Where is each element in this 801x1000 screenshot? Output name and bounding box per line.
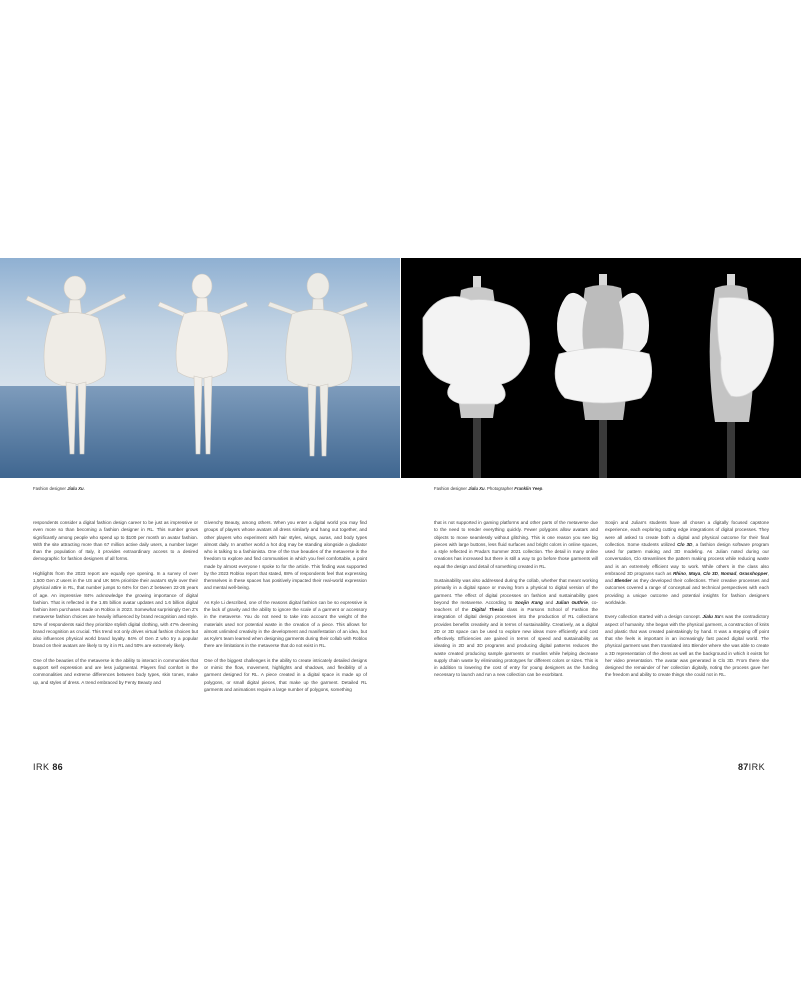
caption-right-prefix: Fashion designer bbox=[434, 486, 469, 491]
paragraph: Every collection started with a design concept. Jialu Xu's was the contradictory aspect of humanity. She began with the physical garment, a construction of knits and plastic that was created painstakingly by hand. It was a stepping off point that she feels is important in an increasingly fast paced digital world. The physical garment was then translated into Blender where she was able to create a 3D representation of the dress as well as the background in which it exists for her video presentation. The avatar was generated in Clo 3D. From there she designed the remainder of her collection digitally, noting the process gave her the freedom and ability to create things she could not in RL. bbox=[605, 614, 769, 678]
software-name: Nomad bbox=[720, 570, 737, 576]
folio-right bbox=[738, 762, 765, 772]
paragraph: respondents consider a digital fashion design career to be just as impressive or even more so than becoming a fashion designer in RL. This number grows significantly among people who spend up to $100 per month on avatar fashion. With the site attracting more than 67 million active daily users, a number larger than the population of Italy, it provides extraordinary access to a desired demographic for fashion designers of all forms. bbox=[33, 520, 198, 562]
software-name: Blender bbox=[614, 578, 632, 583]
paragraph: One of the biggest challenges is the ability to create intricately detailed designs or mimic the flow, movement, highlights and shadows, and flexibility of a garment designed for RL. A piece created in a digital space is made up of polygons, or small digital pieces, that make up the garment. Detailed RL garments and animations require a large number of polygons, something bbox=[204, 657, 367, 692]
text-column-2 bbox=[204, 519, 367, 749]
software-name: Clo 3D bbox=[703, 570, 718, 576]
person-name: Jialu Xu bbox=[702, 614, 721, 620]
caption-right-photographer: Franklin Yeep bbox=[514, 486, 543, 491]
photo-avatars-sea bbox=[0, 258, 400, 478]
text-column-4 bbox=[605, 519, 769, 749]
paragraph: Sustainability was also addressed during the collab, whether that meant working primarily in a digital space or moving from a physical to digital version of the garment. The effect of digital processes on fashion and sustainability goes beyond the metaverse. According to Soojin Kang and Julian Guthrie, co-teachers of the Digital Thesis class in Parsons School of Fashion the integration of digital design processes into the production of RL collections provides benefits creativity and in terms of sustainability. Creatively, as a digital 2D or 3D space can be used to explore new ideas more efficiently and cost effectively. Efficiencies are gained in terms of speed and sustainability as ideating in 2D and 3D programs and producing digital patterns reduces the waste created producing sample garments or muslins while helping decrease supply chain waste by eliminating prototypes for different colors or sizes. This is in addition to lowering the cost of entry for young designers as the funding necessary to launch and run a new collection can be exorbitant. bbox=[434, 578, 598, 678]
text-column-3 bbox=[434, 519, 598, 749]
person-name: Julian Guthrie bbox=[555, 599, 588, 605]
caption-left-designer: Jialu Xu bbox=[67, 486, 84, 491]
magazine-logo: IRK bbox=[748, 762, 766, 772]
paragraph: Givenchy Beauty, among others. When you enter a digital world you may find groups of players whose avatars all dress similarly and hang out together, and other players who experiment with hair styles, wings, auras, and body types almost daily. In another world a hot dog may be standing alongside a gladiator who is talking to a fashionista. One of the true beauties of the metaverse is the freedom to explore and find communities in which you feel comfortable, a point made by almost everyone I spoke to for the article. This finding was supported by the 2023 Roblox report that stated, 88% of respondents feel that expressing themselves in these spaces has positively impacted their real-world expression and mental well-being. bbox=[204, 520, 367, 591]
text-column-1 bbox=[33, 519, 198, 749]
folio-left bbox=[33, 762, 63, 772]
page-number-right: 87 bbox=[738, 762, 749, 772]
paragraph: Soojin and Julian's students have all chosen a digitally focused capstone experience, each exploring cutting edge integrations of digital processes. They were all asked to create both a digital and physical outcome for their final collection. Some students utilized Clo 3D, a fashion design software program used for pattern making and 3D modeling. As Julian noted during our conversation, Clo streamlines the pattern making process while reducing waste and is an extremely efficient way to work. While others in the class also embraced 3D programs such as Rhino, Maya, Clo 3D, Nomad, Grasshopper, and Blender as they developed their collections. Their creative processes and outcomes covered a range of conceptual and technical perspectives with each providing a unique outcome and potential insights for fashion designers worldwide. bbox=[605, 520, 769, 605]
caption-right bbox=[434, 486, 543, 492]
paragraph: As Kyle Li described, one of the reasons digital fashion can be so expressive is the lack of gravity and the ability to ignore the scale of a garment or accessory in the metaverse. You do not need to take into account the weight of the materials used nor potential waste in the creation of a piece. This allows for almost unlimited creativity in the development and manifestation of an idea, but as Kyle's team learned when designing garments during their collab with Roblox there are limitations in the metaverse that do not exist in RL. bbox=[204, 599, 367, 649]
caption-left bbox=[33, 486, 85, 492]
software-name: Rhino bbox=[672, 570, 686, 576]
caption-right-designer: Jialu Xu bbox=[468, 486, 485, 491]
paragraph: Highlights from the 2023 report are equally eye opening. In a survey of over 1,500 Gen Z users in the US and UK 56% prioritize their avatar's style over their physical attire in RL, that number jumps to 64% for Gen Z between 22-26 years of age. An impressive 84% acknowledge the growing importance of digital fashion. That is reflected in the 1.65 billion avatar updates and 1.6 billion digital fashion item purchases made on Roblox in 2023. Somewhat surprisingly Gen Z's metaverse fashion choices are heavily influenced by brand recognition and style. 52% of respondents said they prioritize stylish digital clothing, with 47% deeming brand recognition as crucial. This trend not only drives virtual fashion choices but also influences physical world brand loyalty. 84% of Gen Z who try a popular brand on their avatars are likely to try it in RL and 50% are extremely likely. bbox=[33, 570, 198, 649]
caption-right-mid: . Photographer bbox=[484, 486, 515, 491]
software-name: Maya bbox=[688, 570, 701, 576]
software-name: Clo 3D bbox=[677, 541, 693, 547]
paragraph: One of the beauties of the metaverse is the ability to interact in communities that support self expression and are less judgmental. Players find comfort in the commonalities and extreme differences between body types, skin tones, make up, and styles of dress. A trend embraced by Fenty Beauty and bbox=[33, 657, 198, 685]
photo-dress-forms bbox=[401, 258, 801, 478]
software-name: Grasshopper bbox=[739, 570, 768, 576]
caption-right-suffix: . bbox=[542, 486, 544, 491]
magazine-logo: IRK bbox=[33, 762, 50, 772]
caption-left-suffix: . bbox=[83, 486, 85, 491]
paragraph: that is not supported in gaming platforms and other parts of the metaverse due to the need to render everything quickly. Fewer polygons allow avatars and objects to move seamlessly without glitching. This is one reason you see big pieces with large buttons, less fluid surfaces and bright colors in online spaces, a style reflected in Prada's Summer 2021 collection. The detail in many online creations has increased but there is still a way to go before those garments will equal the design and detail of something created in RL. bbox=[434, 520, 598, 569]
page-number-left: 86 bbox=[52, 762, 63, 772]
caption-left-prefix: Fashion designer bbox=[33, 486, 68, 491]
person-name: Soojin Kang bbox=[514, 599, 543, 605]
course-name: Digital Thesis bbox=[471, 607, 504, 612]
